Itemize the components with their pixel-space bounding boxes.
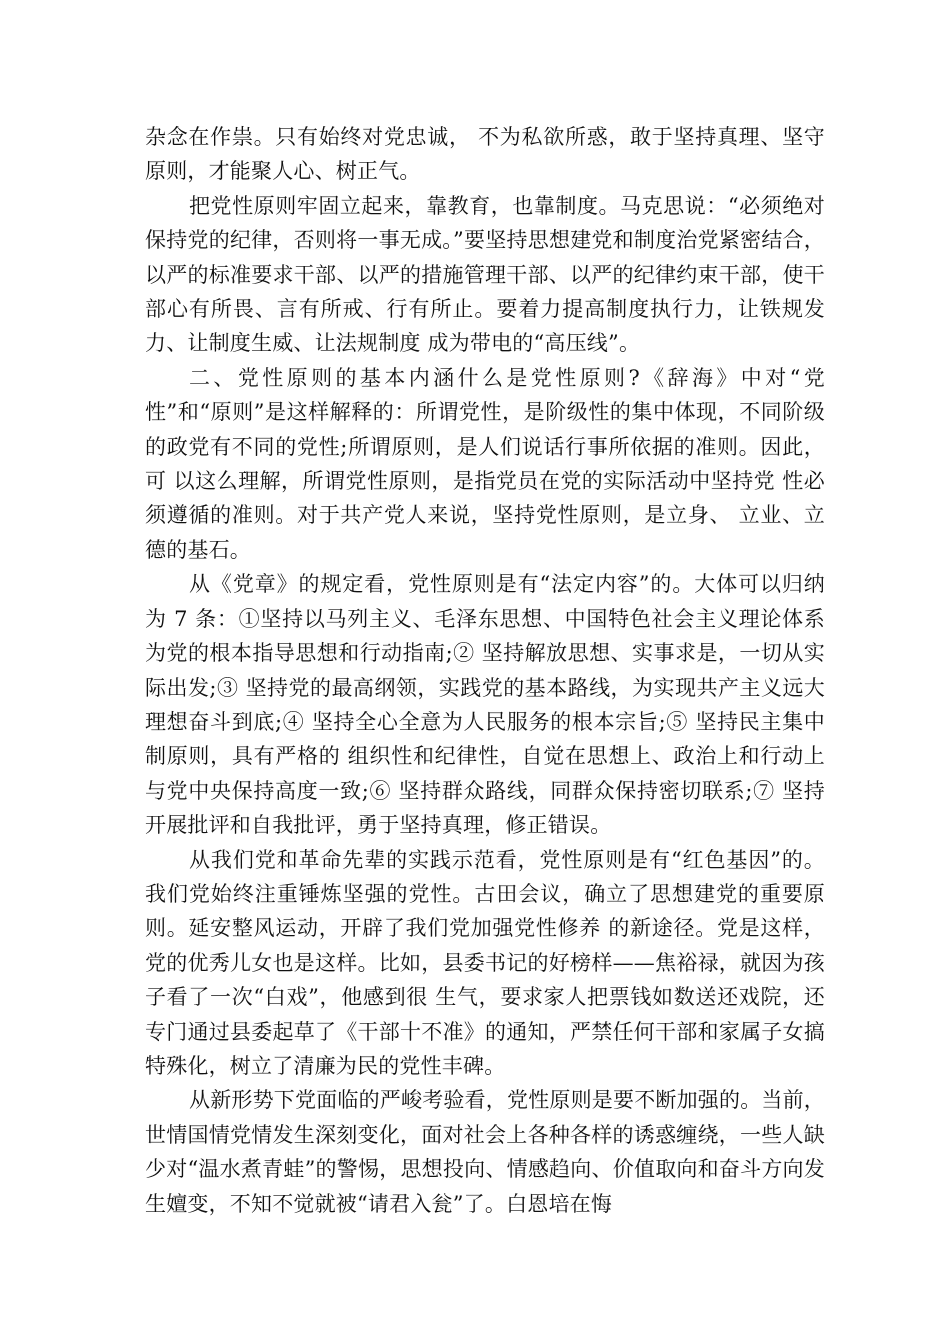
- paragraph-1: 杂念在作祟。只有始终对党忠诚， 不为私欲所惑，敢于坚持真理、坚守原则，才能聚人心、树正气。: [145, 125, 825, 184]
- paragraph-4: 从《党章》的规定看，党性原则是有“法定内容”的。大体可以归纳为 7 条：①坚持以马列主义、毛泽东思想、中国特色社会主义理论体系为党的根本指导思想和行动指南;② 坚持解放思想、实事求是，一切从实际出发;③ 坚持党的最高纲领，实践党的基本路线，为实现共产主义远大理想奋斗到底;④ 坚持全心全意为人民服务的根本宗旨;⑤ 坚持民主集中制原则，具有严格的 组织性和纪律性，自觉在思想上、政治上和行动上与党中央保持高度一致;⑥ 坚持群众路线，同群众保持密切联系;⑦ 坚持开展批评和自我批评，勇于坚持真理，修正错误。: [145, 572, 825, 838]
- paragraph-5: 从我们党和革命先辈的实践示范看，党性原则是有“红色基因”的。我们党始终注重锤炼坚强的党性。古田会议，确立了思想建党的重要原则。延安整风运动，开辟了我们党加强党性修养 的新途径。党是这样，党的优秀儿女也是这样。比如，县委书记的好榜样——焦裕禄，就因为孩子看了一次“白戏”，他感到很 生气，要求家人把票钱如数送还戏院，还专门通过县委起草了《干部十不准》的通知，严禁任何干部和家属子女搞特殊化，树立了清廉为民的党性丰碑。: [145, 847, 825, 1078]
- document-page: [145, 120, 825, 1221]
- paragraph-2: 把党性原则牢固立起来，靠教育，也靠制度。马克思说：“必须绝对保持党的纪律，否则将一事无成。”要坚持思想建党和制度治党紧密结合，以严的标准要求干部、以严的措施管理干部、以严的纪律约束干部，使干部心有所畏、言有所戒、行有所止。要着力提高制度执行力，让铁规发力、让制度生威、让法规制度 成为带电的“高压线”。: [145, 193, 825, 356]
- paragraph-6: 从新形势下党面临的严峻考验看，党性原则是要不断加强的。当前，世情国情党情发生深刻变化，面对社会上各种各样的诱惑缠绕，一些人缺少对“温水煮青蛙”的警惕，思想投向、情感趋向、价值取向和奋斗方向发生嬗变，不知不觉就被“请君入瓮”了。白恩培在悔: [145, 1088, 825, 1216]
- paragraph-3: 二、党性原则的基本内涵什么是党性原则?《辞海》中对“党性”和“原则”是这样解释的：所谓党性，是阶级性的集中体现，不同阶级的政党有不同的党性;所谓原则，是人们说话行事所依据的准则。因此，可 以这么理解，所谓党性原则，是指党员在党的实际活动中坚持党 性必须遵循的准则。对于共产党人来说，坚持党性原则，是立身、 立业、立德的基石。: [145, 365, 825, 562]
